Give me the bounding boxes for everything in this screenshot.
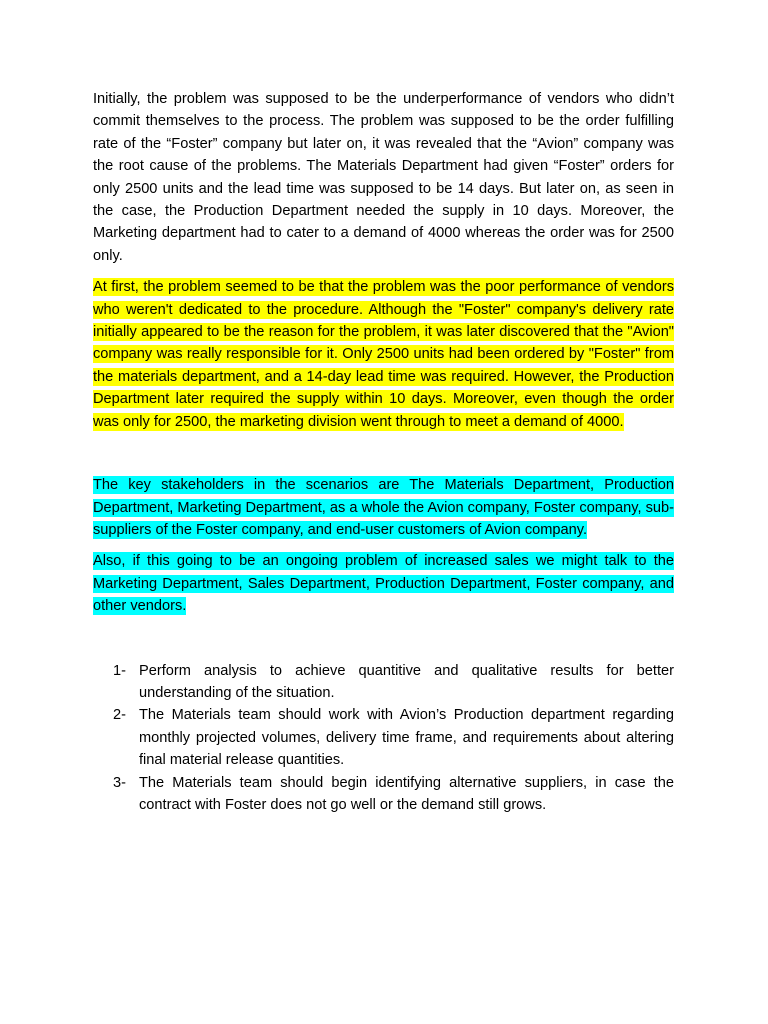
list-item [93, 704, 674, 771]
list-item-number: 3- [113, 774, 126, 791]
list-item-text: The Materials team should begin identifying alternative suppliers, in case the contract with Foster does not go well or the demand still grows. [139, 774, 674, 813]
paragraph-text: Initially, the problem was supposed to be the underperformance of vendors who didn’t commit themselves to the process. The problem was supposed to be the order fulfilling rate of the “Foster” company but later on, it was revealed that the “Avion” company was the root cause of the problems. The Materials Department had given “Foster” orders for only 2500 units and the lead time was supposed to be 14 days. But later on, as seen in the case, the Production Department needed the supply in 10 days. Moreover, the Marketing department had to cater to a demand of 4000 whereas the order was for 2500 only. [93, 91, 674, 264]
paragraph-original-problem [93, 88, 674, 267]
recommendation-list [93, 660, 674, 817]
list-item-text: Perform analysis to achieve quantitive and qualitative results for better understanding of the situation. [139, 662, 674, 701]
list-item [93, 660, 674, 705]
paragraph-ongoing-problem [93, 550, 674, 617]
list-item-number: 2- [113, 707, 126, 724]
document-page [93, 88, 674, 816]
list-item-text: The Materials team should work with Avion’s Production department regarding monthly projected volumes, delivery time frame, and requirements about altering final material release quantities. [139, 707, 674, 769]
cyan-highlighted-text: The key stakeholders in the scenarios are The Materials Department, Production Department, Marketing Department, as a whole the Avion company, Foster company, sub-suppliers of the Foster company, and end-user customers of Avion company. [93, 477, 674, 538]
list-item-number: 1- [113, 662, 126, 679]
paragraph-key-stakeholders [93, 474, 674, 541]
list-item [93, 772, 674, 817]
cyan-highlighted-text: Also, if this going to be an ongoing problem of increased sales we might talk to the Marketing Department, Sales Department, Production Department, Foster company, and other vendors. [93, 553, 674, 615]
paragraph-paraphrased-problem [93, 276, 674, 433]
yellow-highlighted-text: At first, the problem seemed to be that the problem was the poor performance of vendors who weren't dedicated to the procedure. Although the "Foster" company's delivery rate initially appeared to be the reason for the problem, it was later discovered that the "Avion" company was really responsible for it. Only 2500 units had been ordered by "Foster" from the materials department, and a 14-day lead time was required. However, the Production Department later required the supply within 10 days. Moreover, even though the order was only for 2500, the marketing division went through to meet a demand of 4000. [93, 279, 674, 430]
